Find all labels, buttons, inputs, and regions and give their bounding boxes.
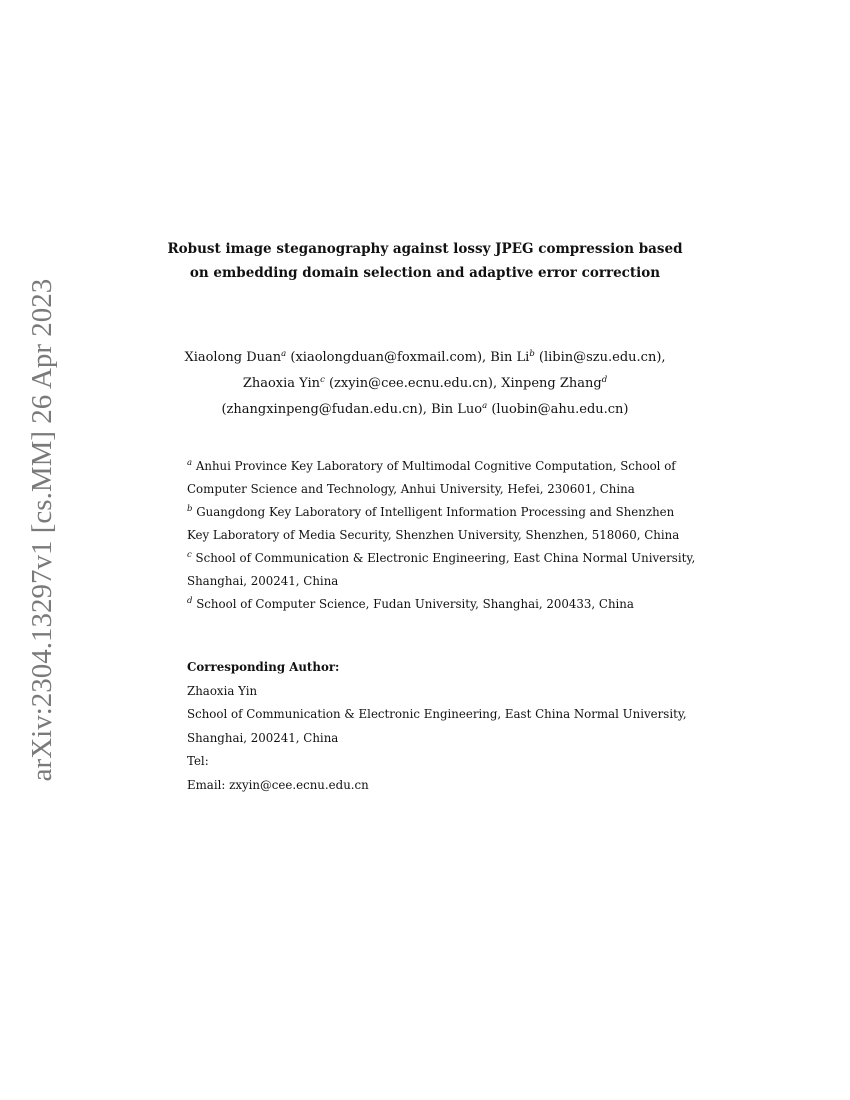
- title-line-2: on embedding domain selection and adaptive error correction: [189, 265, 661, 281]
- affiliation-text: Guangdong Key Laboratory of Intelligent Information Processing and Shenzhen: [192, 505, 675, 519]
- author-affiliation-mark: a: [482, 401, 488, 411]
- affiliation-mark: a: [187, 458, 193, 468]
- corresponding-author-name: Zhaoxia Yin: [187, 683, 258, 698]
- author-email: (xiaolongduan@foxmail.com),: [286, 350, 491, 365]
- author-line-3: [150, 397, 700, 423]
- corresponding-author-email: Email: zxyin@cee.ecnu.edu.cn: [187, 777, 369, 792]
- author-affiliation-mark: b: [529, 349, 535, 359]
- corresponding-author-address-1: School of Communication & Electronic Engineering, East China Normal University,: [187, 707, 687, 721]
- author-email: (zhangxinpeng@fudan.edu.cn),: [221, 402, 432, 417]
- author-name: Bin Li: [490, 350, 530, 365]
- corresponding-author-block: [187, 656, 687, 797]
- affiliation-text: School of Communication & Electronic Engineering, East China Normal University,: [191, 551, 696, 565]
- author-email: (luobin@ahu.edu.cn): [487, 402, 629, 417]
- author-name: Xinpeng Zhang: [501, 376, 602, 391]
- affiliation-b-line-1: [187, 501, 687, 524]
- author-email: (libin@szu.edu.cn),: [534, 350, 666, 365]
- author-list: [150, 345, 700, 423]
- affiliation-a-line-2: Computer Science and Technology, Anhui University, Hefei, 230601, China: [187, 482, 635, 496]
- author-email: (zxyin@cee.ecnu.edu.cn),: [324, 376, 502, 391]
- corresponding-author-address-2: Shanghai, 200241, China: [187, 730, 339, 745]
- author-name: Bin Luo: [431, 402, 483, 417]
- affiliation-c-line-2: Shanghai, 200241, China: [187, 574, 339, 588]
- author-line-2: [150, 371, 700, 397]
- author-affiliation-mark: c: [320, 375, 325, 385]
- arxiv-identifier: arXiv:2304.13297v1 [cs.MM] 26 Apr 2023: [26, 278, 58, 782]
- affiliation-c-line-1: [187, 547, 696, 570]
- corresponding-author-tel: Tel:: [187, 754, 209, 768]
- affiliation-b-line-2: Key Laboratory of Media Security, Shenzhen University, Shenzhen, 518060, China: [187, 528, 680, 542]
- affiliation-list: [187, 455, 696, 616]
- affiliation-a-line-1: [187, 455, 687, 478]
- author-name: Xiaolong Duan: [184, 350, 282, 365]
- affiliation-mark: b: [187, 504, 193, 514]
- affiliation-mark: d: [187, 596, 193, 606]
- author-line-1: [150, 345, 700, 371]
- affiliation-mark: c: [187, 550, 192, 560]
- author-name: Zhaoxia Yin: [242, 376, 321, 391]
- corresponding-author-heading: Corresponding Author:: [187, 660, 340, 674]
- paper-title: [150, 237, 700, 285]
- affiliation-d-line-1: [187, 593, 687, 616]
- affiliation-text: School of Computer Science, Fudan University, Shanghai, 200433, China: [192, 597, 634, 611]
- author-affiliation-mark: a: [281, 349, 287, 359]
- title-line-1: Robust image steganography against lossy JPEG compression based: [167, 241, 683, 257]
- author-affiliation-mark: d: [601, 375, 608, 385]
- affiliation-text: Anhui Province Key Laboratory of Multimodal Cognitive Computation, School of: [192, 459, 676, 473]
